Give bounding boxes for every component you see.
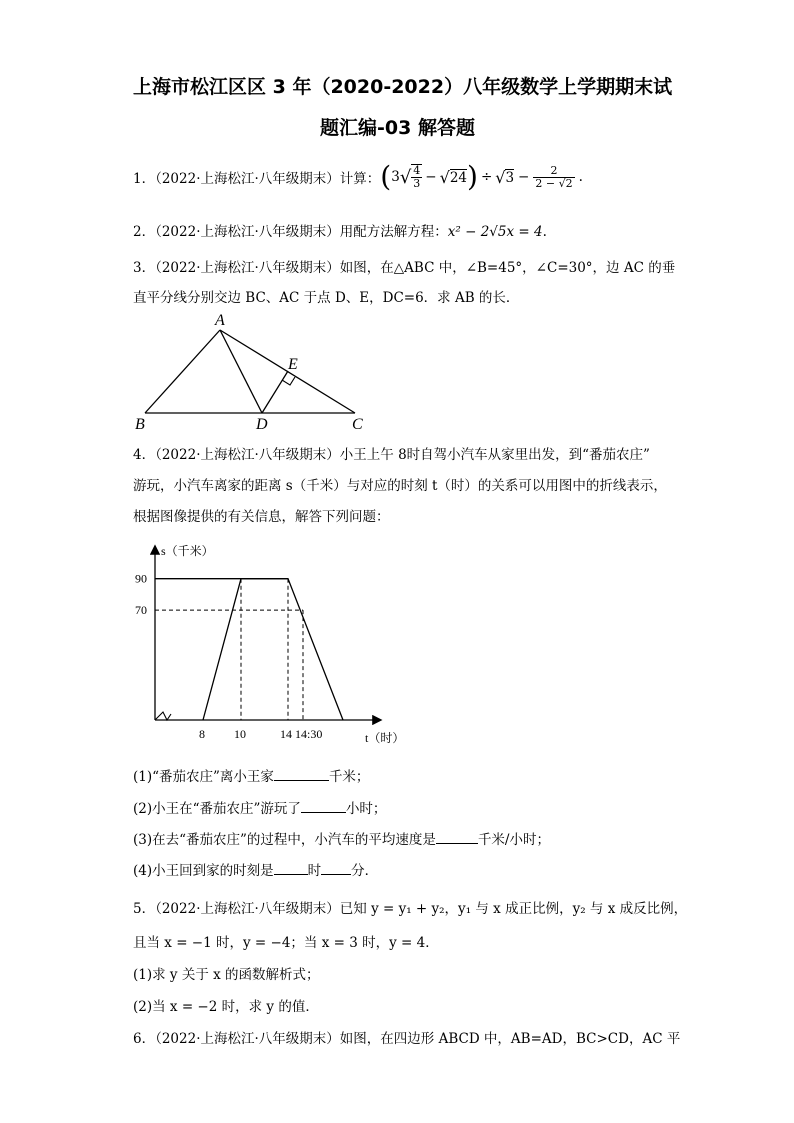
q1-fraction-2: $\frac{2}{2 - √2}$ [535, 163, 573, 190]
label-E: E [288, 356, 298, 373]
question-5-sub-1: (1)求 y 关于 x 的函数解析式； [133, 967, 320, 983]
answer-blank-4a[interactable] [274, 862, 308, 875]
x-tick-label-1: 10 [234, 727, 246, 741]
question-5-line-1: 5．（2022·上海松江·八年级期末）已知 y = y₁ + y₂，y₁ 与 x 成正比例，y₂ 与 x 成反比例， [133, 901, 688, 917]
question-4-line-1: 4．（2022·上海松江·八年级期末）小王上午 8时自驾小汽车从家里出发，到“番茄农庄” [133, 447, 650, 463]
question-3-line-2: 直平分线分别交边 BC、AC 于点 D、E，DC=6．求 AB 的长． [133, 290, 520, 306]
question-1-prefix: 1．（2022·上海松江·八年级期末）计算： [133, 171, 381, 187]
label-A: A [215, 312, 225, 329]
question-4-sub-4: (4)小王回到家的时刻是 时 分． [133, 863, 379, 879]
question-4-line-3: 根据图像提供的有关信息，解答下列问题： [133, 509, 390, 525]
label-B: B [135, 416, 145, 433]
q2-equation: x² − 2√5x = 4 [447, 224, 543, 240]
x-tick-label-3: 14:30 [295, 727, 323, 741]
q1-coef: 3 [391, 169, 400, 185]
page-title-line-1: 上海市松江区区 3 年（2020-2022）八年级数学上学期期末试 [133, 76, 673, 98]
answer-blank-3[interactable] [436, 831, 478, 844]
axis-break [155, 712, 171, 720]
question-2: 2．（2022·上海松江·八年级期末）用配方法解方程：x² − 2√5x = 4. [133, 224, 547, 240]
question-4-line-2: 游玩，小汽车离家的距离 s（千米）与对应的时刻 t（时）的关系可以用图中的折线表示， [133, 478, 667, 494]
x-tick-label-2: 14 [280, 727, 292, 741]
y-axis-label: s（千米） [161, 544, 214, 558]
y-tick-90: 90 [135, 571, 147, 586]
y-tick-70: 70 [135, 603, 147, 618]
question-4-sub-3: (3)在去“番茄农庄”的过程中，小汽车的平均速度是 千米/小时； [133, 832, 550, 848]
triangle-figure [130, 305, 380, 435]
q1-fraction: $\frac{4}{3}$ [413, 164, 421, 190]
distance-time-chart [125, 535, 410, 750]
question-5-sub-2: (2)当 x = −2 时，求 y 的值． [133, 999, 319, 1015]
series-s-line [203, 579, 343, 720]
question-4-sub-2: (2)小王在“番茄农庄”游玩了 小时； [133, 801, 387, 817]
answer-blank-1[interactable] [274, 768, 329, 781]
question-4-sub-1: (1)“番茄农庄”离小王家 千米； [133, 769, 370, 785]
x-tick-label-0: 8 [199, 727, 205, 741]
label-C: C [352, 416, 363, 433]
question-5-line-2: 且当 x = −1 时，y = −4；当 x = 3 时，y = 4． [133, 935, 439, 951]
page-title-line-2: 题汇编-03 解答题 [320, 117, 475, 139]
question-3-line-1: 3．（2022·上海松江·八年级期末）如图，在△ABC 中，∠B=45°，∠C=30°，边 AC 的垂 [133, 260, 676, 276]
answer-blank-4b[interactable] [321, 862, 351, 875]
label-D: D [256, 416, 268, 433]
question-6-line-1: 6．（2022·上海松江·八年级期末）如图，在四边形 ABCD 中，AB=AD，BC>CD，AC 平 [133, 1031, 681, 1047]
answer-blank-2[interactable] [301, 800, 346, 813]
question-1: 1．（2022·上海松江·八年级期末）计算： ( 3 √ $\frac{4}{3}$ − √ 24 ) ÷ √ 3 − $\frac{2}{2 - √2}$ . [133, 160, 583, 193]
x-axis-label: t（时） [365, 731, 405, 745]
